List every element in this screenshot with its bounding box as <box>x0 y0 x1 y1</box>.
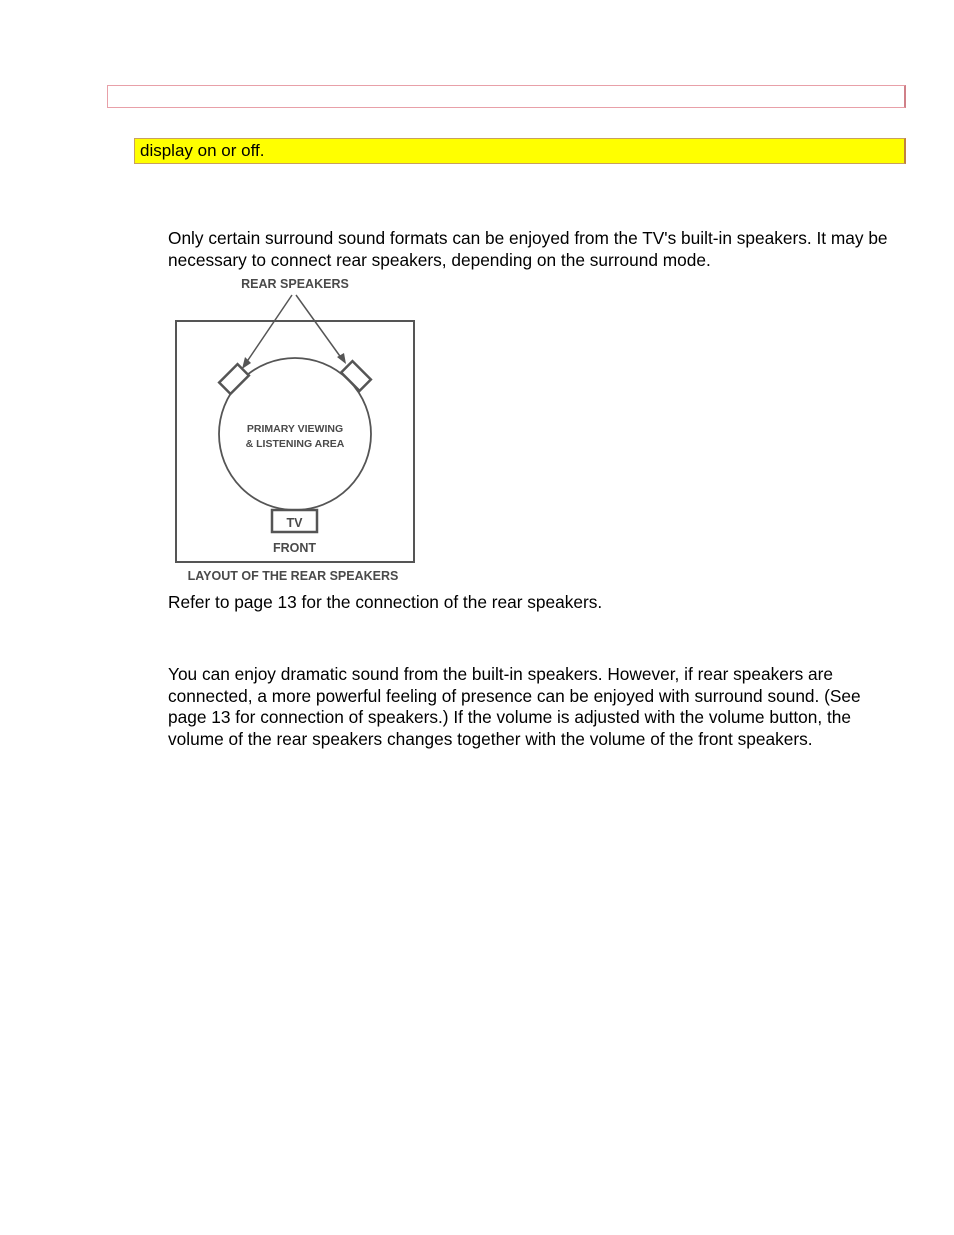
arrow-right <box>296 295 342 359</box>
rear-speaker-right <box>341 361 371 391</box>
arrow-left <box>246 295 292 363</box>
figure-caption: LAYOUT OF THE REAR SPEAKERS <box>187 569 399 583</box>
rear-speaker-left <box>219 364 249 394</box>
highlight-bar <box>134 138 906 164</box>
highlight-text: display on or off. <box>140 141 265 160</box>
area-label-line-2: & LISTENING AREA <box>245 438 345 450</box>
front-label: FRONT <box>272 541 317 555</box>
area-label-line-1: PRIMARY VIEWING <box>246 423 344 435</box>
paragraph-dramatic-sound: You can enjoy dramatic sound from the built-in speakers. However, if rear speakers are connected, a more powerful feeling of presence can be enjoyed with surround sound. (See page 13 for connection of speakers.) If the volume is adjusted with the volume button, the volume of the rear speakers changes together with the volume of the front speakers. <box>168 664 861 749</box>
tv-label: TV <box>286 516 303 530</box>
rear-speaker-layout-figure <box>168 273 428 588</box>
top-bar <box>107 85 906 108</box>
paragraph-surround-formats: Only certain surround sound formats can be enjoyed from the TV's built-in speakers. It may be necessary to connect rear speakers, depending on the surround mode. <box>168 228 888 270</box>
paragraph-refer-page: Refer to page 13 for the connection of the rear speakers. <box>168 592 603 612</box>
rear-speakers-label: REAR SPEAKERS <box>241 277 349 291</box>
